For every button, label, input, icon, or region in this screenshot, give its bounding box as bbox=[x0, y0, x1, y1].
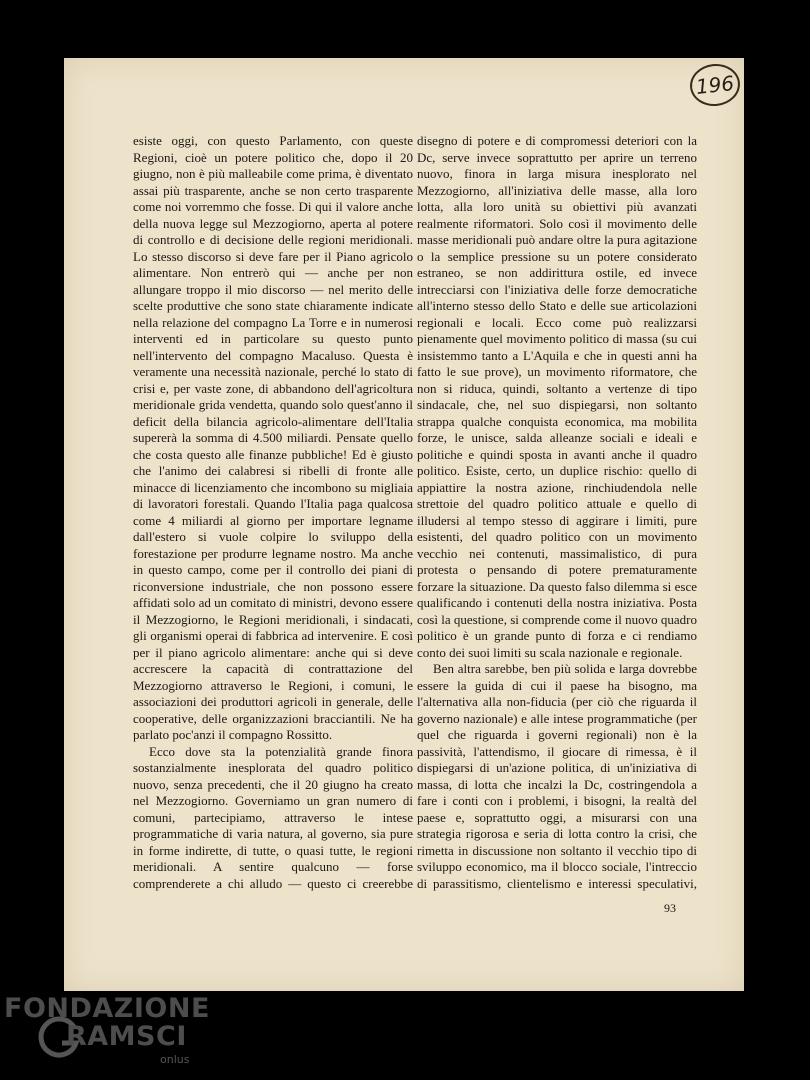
left-paragraph-1: esiste oggi, con questo Parlamento, con queste Regioni, cioè un potere politico che, dopo il 20 giugno, non è più malleabile come prima, è diventato assai più trasparente, anche se non certo trasparente come noi vorremmo che fosse. Di qui il valore anche della nuova legge sul Mezzogiorno, aperta al potere di controllo e di decisione delle regioni meridionali. Lo stesso discorso si deve fare per il Piano agricolo alimentare. Non entrerò qui — anche per non allungare troppo il mio discorso — nel merito delle scelte produttive che sono state chiaramente indicate nella relazione del compagno La Torre e in numerosi interventi ed in particolare su questo punto nell'intervento del compagno Macaluso. Questa è veramente una necessità nazionale, perché lo stato di crisi e, per vaste zone, di abbandono dell'agricoltura meridionale grida vendetta, quando solo quest'anno il deficit della bilancia agricolo-alimentare dell'Italia supererà la somma di 4.500 miliardi. Pensate quello che costa questo alle finanze pubbliche! Ed è giusto che l'animo dei calabresi si ribelli di fronte alle minacce di licenziamento che incombono su migliaia di lavoratori forestali. Quando l'Italia paga qualcosa come 4 miliardi al giorno per importare legname dall'estero si vuole colpire lo sviluppo della forestazione per produrre legname nostro. Ma anche in questo campo, come per il controllo dei piani di riconversione industriale, che non possono essere affidati solo ad un comitato di ministri, devono essere il Mezzogiorno, le Regioni meridionali, i sindacati, gli organismi operai di fabbrica ad intervenire. E così per il piano agricolo alimentare: anche qui si deve accrescere la capacità di contrattazione del Mezzogiorno attraverso le Regioni, i comuni, le associazioni dei produttori agricoli in generale, delle cooperative, delle organizzazioni bracciantili. Ne ha parlato poc'anzi il compagno Rossitto. bbox=[133, 133, 413, 742]
logo-line-2: RAMSCI bbox=[66, 1021, 187, 1052]
left-column bbox=[133, 133, 413, 893]
left-paragraph-2: Ecco dove sta la potenzialità grande finora sostanzialmente inesplorata del quadro politico nuovo, senza precedenti, che il 20 giugno ha creato nel Mezzogiorno. Governiamo un gran numero di comuni, partecipiamo, attraverso le intese programmatiche di varia natura, al governo, sia pure in forme indirette, di tutte, o quasi tutte, le regioni meridionali. A sentire qualcuno — forse comprenderete a chi alludo — questo ci creerebbe bbox=[133, 743, 413, 891]
right-paragraph-1: disegno di potere e di compromessi deteriori con la Dc, serve invece soprattutto per aprire un terreno nuovo, finora in larga misura inesplorato nel Mezzogiorno, all'iniziativa delle masse, alla loro lotta, alla loro unità su obiettivi più avanzati realmente riformatori. Solo così il movimento delle masse meridionali può andare oltre la pura agitazione o la semplice pressione su un potere considerato estraneo, se non addirittura ostile, ed invece intrecciarsi con l'iniziativa delle forze democratiche all'interno stesso dello Stato e delle sue articolazioni regionali e locali. Ecco come può realizzarsi pienamente quel movimento politico di massa (su cui insistemmo tanto a L'Aquila e che in questi anni ha fatto le sue prove), un movimento riformatore, che non si riduca, quindi, soltanto a vertenze di tipo sindacale, che, nel suo dispiegarsi, non soltanto strappa qualche conquista economica, ma mobilita forze, le unisce, salda alleanze sociali e ideali e politiche e quindi sposta in avanti anche il quadro politico. Esiste, certo, un duplice rischio: quello di appiattire la nostra azione, rinchiudendola nelle strettoie del quadro politico attuale e quello di illudersi al tempo stesso di aggirare i limiti, pure esistenti, del quadro politico con un movimento vecchio nei contenuti, massimalistico, di pura protesta o pensando di potere prematuramente forzare la situazione. Da questo falso dilemma si esce qualificando i contenuti della nostra iniziativa. Posta così la questione, si comprende come il nuovo quadro politico è un grande punto di forza e ci rendiamo conto dei suoi limiti su scala nazionale e regionale. bbox=[417, 133, 697, 660]
logo-line-1: FONDAZIONE bbox=[4, 993, 210, 1024]
logo-onlus: onlus bbox=[160, 1053, 190, 1066]
archive-number-stamp: 196 bbox=[688, 62, 742, 109]
fondazione-gramsci-logo bbox=[4, 993, 214, 1073]
page-number: 93 bbox=[664, 901, 676, 915]
right-paragraph-2: Ben altra sarebbe, ben più solida e larga dovrebbe essere la guida di cui il paese ha bisogno, ma l'alternativa alla non-fiducia (per ciò che riguarda il governo nazionale) e alle intese programmatiche (per quel che riguarda i governi regionali) non è la passività, l'attendismo, il giocare di rimessa, è il dispiegarsi di un'azione politica, di un'iniziativa di massa, di lotta che incalzi la Dc, costringendola a fare i conti con i problemi, i bisogni, la realtà del paese e, soprattutto oggi, a misurarsi con una strategia rigorosa e seria di lotta contro la crisi, che rimetta in discussione non soltanto il vecchio tipo di sviluppo economico, ma il blocco sociale, l'intreccio di parassitismo, clientelismo e interessi speculativi, bbox=[417, 661, 697, 891]
right-column bbox=[417, 133, 697, 893]
